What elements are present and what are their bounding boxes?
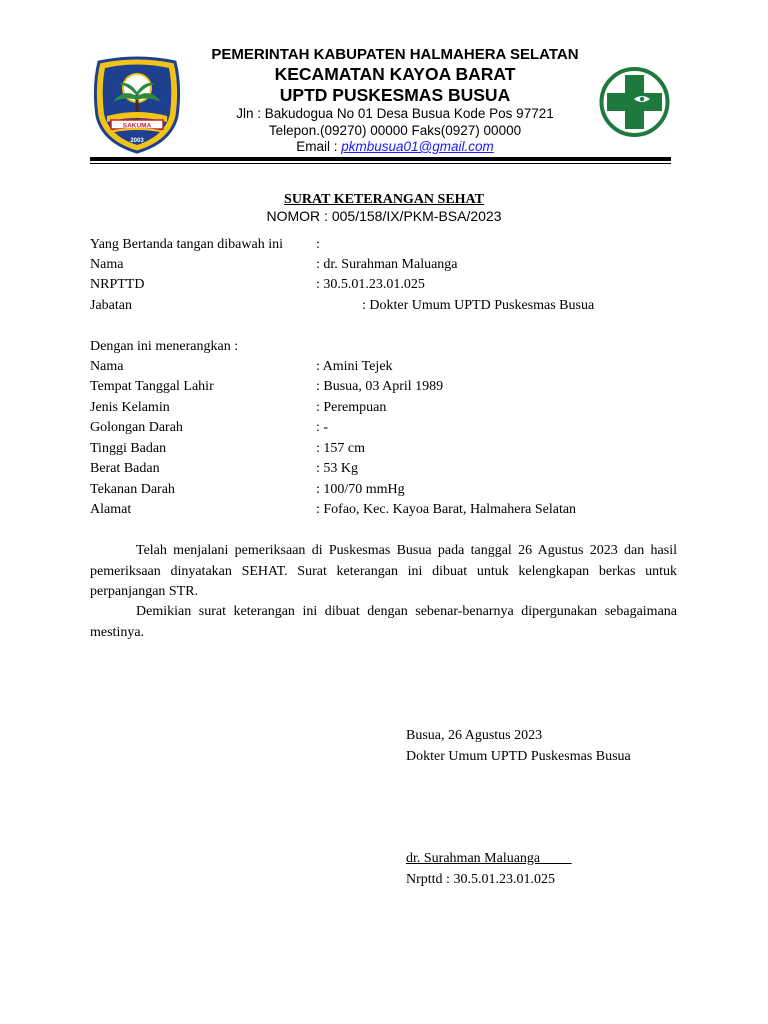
field-label: Yang Bertanda tangan dibawah ini	[90, 237, 283, 252]
body-paragraph-2: Demikian surat keterangan ini dibuat dengan sebenar-benarnya dipergunakan sebagaimana mestinya.	[90, 604, 677, 640]
signature-position: Dokter Umum UPTD Puskesmas Busua	[406, 749, 631, 764]
field-label: Tinggi Badan	[90, 441, 167, 456]
signature-underline-tail	[540, 851, 572, 866]
letterhead-rule-thin	[90, 163, 671, 164]
field-value: : -	[316, 420, 329, 435]
field-value: : 100/70 mmHg	[316, 482, 405, 497]
letterhead-phone: Telepon.(09270) 00000 Faks(0927) 00000	[268, 122, 522, 138]
document-title: SURAT KETERANGAN SEHAT	[284, 192, 484, 207]
letterhead-institution: UPTD PUSKESMAS BUSUA	[279, 85, 511, 105]
signature-nrpttd: Nrpttd : 30.5.01.23.01.025	[406, 872, 555, 887]
letterhead-district: KECAMATAN KAYOA BARAT	[274, 64, 516, 84]
field-value: : Busua, 03 April 1989	[316, 379, 444, 394]
letterhead	[180, 46, 610, 156]
field-value: : Amini Tejek	[316, 359, 393, 374]
email-link[interactable]: pkmbusua01@gmail.com	[341, 139, 494, 154]
field-value: :	[316, 237, 320, 252]
regency-emblem-logo	[93, 56, 181, 154]
email-label: Email :	[296, 139, 342, 154]
signature-place-date: Busua, 26 Agustus 2023	[406, 728, 543, 743]
logo-left-text: SAKUMA	[122, 122, 152, 130]
signature-name-line	[406, 850, 572, 867]
field-label: Nama	[90, 257, 124, 272]
intro-label: Dengan ini menerangkan :	[90, 339, 239, 354]
letterhead-government: PEMERINTAH KABUPATEN HALMAHERA SELATAN	[211, 46, 579, 63]
field-value: : Dokter Umum UPTD Puskesmas Busua	[362, 298, 595, 313]
field-value: : 53 Kg	[316, 461, 358, 476]
field-value: : 157 cm	[316, 441, 365, 456]
field-value: : Perempuan	[316, 400, 387, 415]
field-value: : Fofao, Kec. Kayoa Barat, Halmahera Selatan	[316, 502, 577, 517]
field-label: Tekanan Darah	[90, 482, 175, 497]
puskesmas-logo	[598, 57, 671, 147]
field-label: Golongan Darah	[90, 420, 183, 435]
document-number: NOMOR : 005/158/IX/PKM-BSA/2023	[266, 208, 502, 224]
field-label: Nama	[90, 359, 124, 374]
field-value: : 30.5.01.23.01.025	[316, 277, 425, 292]
letterhead-email-line	[180, 139, 610, 156]
field-label: Alamat	[90, 502, 132, 517]
field-value: : dr. Surahman Maluanga	[316, 257, 458, 272]
field-label: NRPTTD	[90, 277, 145, 292]
letterhead-rule-thick	[90, 157, 671, 161]
body-paragraph-1: Telah menjalani pemeriksaan di Puskesmas Busua pada tanggal 26 Agustus 2023 dan hasil pemeriksaan dinyatakan SEHAT. Surat keterangan ini dibuat untuk kelengkapan berkas untuk perpanjangan STR.	[90, 543, 677, 599]
field-label: Tempat Tanggal Lahir	[90, 379, 214, 394]
logo-left-year: 2003	[130, 138, 144, 144]
field-label: Jenis Kelamin	[90, 400, 170, 415]
signature-name: dr. Surahman Maluanga	[406, 851, 541, 866]
field-label: Jabatan	[90, 298, 132, 313]
field-label: Berat Badan	[90, 461, 160, 476]
letterhead-address: Jln : Bakudogua No 01 Desa Busua Kode Pos 97721	[236, 106, 554, 121]
